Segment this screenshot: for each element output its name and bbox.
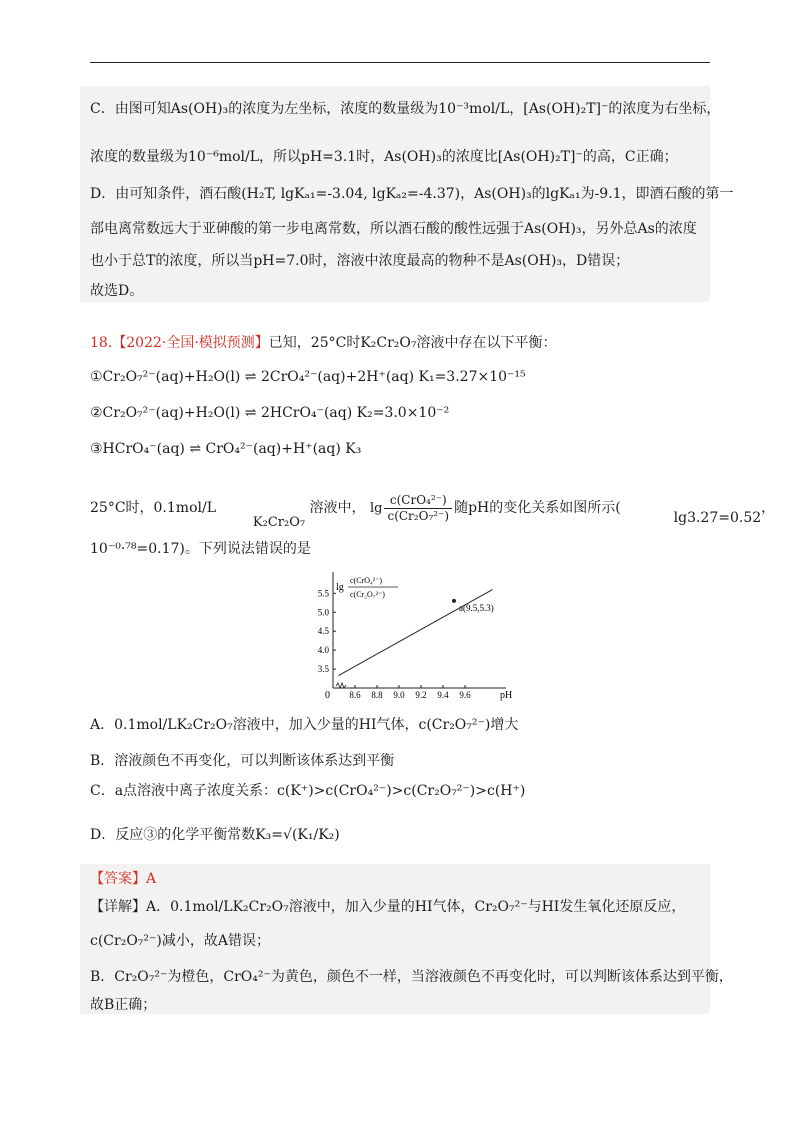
detail-a-text: A．0.1mol/LK₂Cr₂O₇溶液中，加入少量的HI气体，Cr₂O₇²⁻与HI发生氧化还原反应， bbox=[146, 899, 686, 915]
condition-comma: ， bbox=[761, 500, 776, 516]
x-tick-label: 9.0 bbox=[393, 690, 405, 700]
y-axis-label-numerator: c(CrO₄²⁻) bbox=[350, 576, 383, 585]
point-a-label: a(9.5,5.3) bbox=[459, 602, 494, 613]
condition-relation: 随pH的变化关系如图所示( bbox=[454, 500, 621, 516]
ratio-denominator: c(Cr₂O₇²⁻) bbox=[387, 508, 450, 523]
origin-label: 0 bbox=[325, 690, 330, 701]
ratio-numerator: c(CrO₄²⁻) bbox=[384, 493, 452, 509]
condition-concentration: 25°C时，0.1mol/L bbox=[90, 500, 216, 516]
y-tick-label: 4.0 bbox=[317, 645, 329, 656]
header-rule bbox=[90, 62, 710, 63]
equation-2: ②Cr₂O₇²⁻(aq)+H₂O(l) ⇌ 2HCrO₄⁻(aq) K₂=3.0×10⁻² bbox=[90, 405, 450, 421]
x-tick-label: 9.2 bbox=[415, 690, 427, 700]
point-a bbox=[452, 599, 456, 603]
y-tick-label: 3.5 bbox=[317, 664, 329, 675]
question-source: 【2022·全国·模拟预测】 bbox=[112, 335, 269, 351]
detail-a-line2: c(Cr₂O₇²⁻)减小，故A错误； bbox=[90, 933, 270, 949]
x-tick-label: 8.6 bbox=[349, 690, 361, 700]
option-a: A．0.1mol/LK₂Cr₂O₇溶液中，加入少量的HI气体，c(Cr₂O₇²⁻)增大 bbox=[90, 717, 519, 733]
concentration-ratio bbox=[384, 493, 452, 524]
detail-b-line1: B．Cr₂O₇²⁻为橙色，CrO₄²⁻为黄色，颜色不一样，当溶液颜色不再变化时，可以判断该体系达到平衡， bbox=[90, 969, 733, 985]
x-tick-label: 9.4 bbox=[437, 690, 449, 700]
axis-break-mark bbox=[336, 683, 346, 688]
x-tick-label: 8.8 bbox=[371, 690, 383, 700]
ratio-lg: lg bbox=[369, 501, 383, 516]
answer-value: A bbox=[146, 871, 157, 887]
condition-line bbox=[90, 488, 775, 529]
question-header bbox=[90, 334, 557, 352]
explanation-d-line3: 也小于总T的浓度，所以当pH=7.0时，溶液中浓度最高的物种不是As(OH)₃，D错误； bbox=[90, 253, 630, 269]
x-axis-label: pH bbox=[500, 690, 513, 701]
condition-salt: K₂Cr₂O₇ bbox=[252, 515, 306, 530]
option-d: D．反应③的化学平衡常数K₃=√(K₁/K₂) bbox=[90, 827, 340, 843]
y-axis-label-denominator: c(Cr₂O₇²⁻) bbox=[350, 590, 385, 599]
explanation-d-line1: D．由可知条件，酒石酸(H₂T, lgKₐ₁=-3.04, lgKₐ₂=-4.37)，As(OH)₃的lgKₐ₁为-9.1，即酒石酸的第一 bbox=[90, 186, 734, 202]
equation-3: ③HCrO₄⁻(aq) ⇌ CrO₄²⁻(aq)+H⁺(aq) K₃ bbox=[90, 441, 362, 457]
y-axis-label-prefix: lg bbox=[336, 582, 344, 593]
y-tick-label: 4.5 bbox=[317, 626, 329, 637]
x-tick-label: 9.6 bbox=[459, 690, 471, 700]
ph-chart bbox=[300, 570, 513, 705]
condition-line-2: 10⁻⁰·⁷⁸=0.17)。下列说法错误的是 bbox=[90, 541, 311, 557]
detail-b-line2: 故B正确； bbox=[90, 997, 157, 1013]
question-stem: 已知，25°C时K₂Cr₂O₇溶液中存在以下平衡： bbox=[268, 335, 557, 351]
y-tick-label: 5.5 bbox=[317, 588, 329, 599]
equation-1: ①Cr₂O₇²⁻(aq)+H₂O(l) ⇌ 2CrO₄²⁻(aq)+2H⁺(aq) K₁=3.27×10⁻¹⁵ bbox=[90, 369, 526, 385]
explanation-c-line1: C．由图可知As(OH)₃的浓度为左坐标，浓度的数量级为10⁻³mol/L，[As(OH)₂T]⁻的浓度为右坐标， bbox=[90, 101, 721, 117]
detail-label: 【详解】 bbox=[90, 899, 146, 915]
explanation-d-line2: 部电离常数远大于亚砷酸的第一步电离常数，所以酒石酸的酸性远强于As(OH)₃，另外总As的浓度 bbox=[90, 221, 697, 237]
y-tick-label: 5.0 bbox=[317, 607, 329, 618]
explanation-c-line2: 浓度的数量级为10⁻⁶mol/L，所以pH=3.1时，As(OH)₃的浓度比[As(OH)₂T]⁻的高，C正确； bbox=[90, 149, 678, 165]
explanation-d-line4: 故选D。 bbox=[90, 283, 144, 299]
option-b: B．溶液颜色不再变化，可以判断该体系达到平衡 bbox=[90, 753, 395, 769]
condition-solution: 溶液中， bbox=[309, 500, 366, 516]
option-c: C．a点溶液中离子浓度关系：c(K⁺)>c(CrO₄²⁻)>c(Cr₂O₇²⁻)>c(H⁺) bbox=[90, 783, 526, 799]
condition-log-value: lg3.27=0.52 bbox=[673, 510, 762, 526]
detail-a-line1 bbox=[90, 898, 685, 916]
answer-line bbox=[90, 870, 156, 888]
question-number: 18. bbox=[90, 335, 113, 351]
answer-label: 【答案】 bbox=[90, 871, 146, 887]
